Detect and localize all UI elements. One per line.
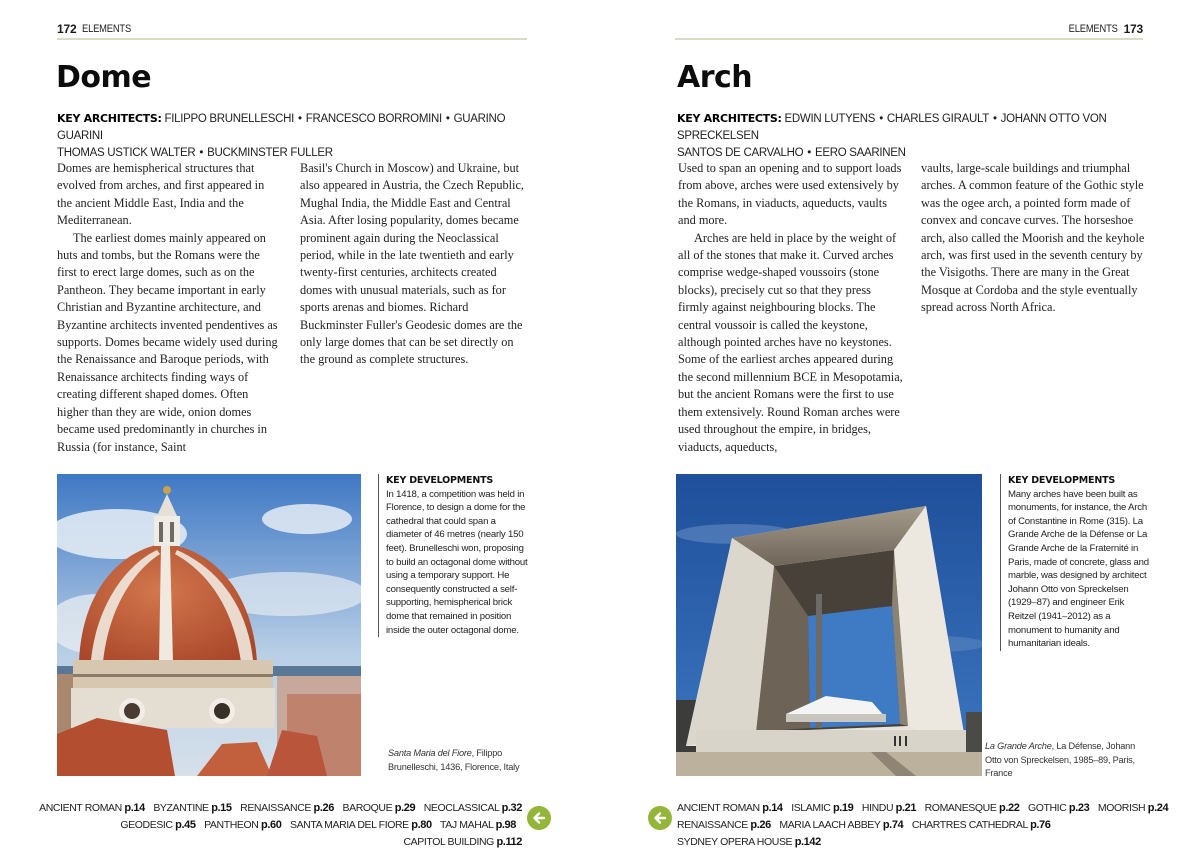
cross-ref-item[interactable] xyxy=(204,819,281,831)
key-developments xyxy=(378,474,528,637)
arrow-left-circle-icon[interactable] xyxy=(648,806,672,830)
key-architects-label: KEY ARCHITECTS: xyxy=(57,112,162,125)
cross-ref-page: p.45 xyxy=(175,819,196,831)
cross-ref-name: SANTA MARIA DEL FIORE xyxy=(289,819,409,831)
cross-ref-item[interactable] xyxy=(120,819,195,831)
photo-caption xyxy=(985,740,1140,781)
cross-ref-item[interactable] xyxy=(779,819,903,831)
cross-ref-name: TAJ MAHAL xyxy=(440,819,494,831)
arrow-left-icon xyxy=(652,810,668,826)
cross-ref-name: GOTHIC xyxy=(1027,802,1067,814)
cross-references xyxy=(0,800,522,851)
running-header xyxy=(57,19,140,39)
cross-ref-page: p.26 xyxy=(750,819,771,831)
cross-ref-name: MARIA LAACH ABBEY xyxy=(779,819,881,831)
cross-ref-page: p.15 xyxy=(211,802,232,814)
cross-ref-page: p.32 xyxy=(501,802,522,814)
architect-name: FILIPPO BRUNELLESCHI xyxy=(164,113,295,125)
page-number: 173 xyxy=(1123,22,1143,36)
cross-ref-page: p.26 xyxy=(313,802,334,814)
photo-caption xyxy=(388,747,543,774)
cross-ref-item[interactable] xyxy=(677,836,821,848)
key-developments-text: In 1418, a competition was held in Florence, to design a dome for the cathedral that could span a diameter of 46 metres (nearly 150 feet). Brunelleschi won, proposing to build an octagonal dome without using a temporary support. He consequently constructed a self-supporting, hemispherical brick dome that remained in position inside the outer octagonal dome. xyxy=(386,488,528,636)
cross-ref-line-1 xyxy=(677,800,1200,817)
cross-references xyxy=(677,800,1200,851)
cross-ref-item[interactable] xyxy=(677,819,771,831)
cross-ref-line-2 xyxy=(0,817,522,851)
cross-ref-name: ROMANESQUE xyxy=(924,802,997,814)
key-developments-text: Many arches have been built as monuments, for instance, the Arch of Constantine in Rome (315). La Grande Arche de la Défense or La Grande Arche de la Fraternité in Paris, made of concrete, glass and marble, was designed by architect Johann Otto von Spreckelsen (1929–87) and engineer Erik Reitzel (1941–2012) as a monument to humanity and humanitarian ideals. xyxy=(1008,488,1149,650)
architect-name: EERO SAARINEN xyxy=(814,147,906,159)
architect-name: GUARINO GUARINI xyxy=(57,113,506,142)
arrow-left-circle-icon[interactable] xyxy=(527,806,551,830)
cross-ref-item[interactable] xyxy=(343,802,416,814)
bullet-separator: • xyxy=(992,113,997,125)
cross-ref-name: SYDNEY OPERA HOUSE xyxy=(677,836,793,848)
header-rule xyxy=(57,38,527,40)
caption-title: La Grande Arche xyxy=(985,741,1052,751)
cross-ref-name: RENAISSANCE xyxy=(677,819,748,831)
body-column-2 xyxy=(300,160,525,369)
cross-ref-item[interactable] xyxy=(440,819,516,831)
cross-ref-item[interactable] xyxy=(1098,802,1168,814)
caption-details: , Filippo Brunelleschi, 1436, Florence, Italy xyxy=(388,748,520,772)
cross-ref-name: CHARTRES CATHEDRAL xyxy=(911,819,1028,831)
body-column-1 xyxy=(57,160,282,456)
section-name: ELEMENTS xyxy=(82,23,132,35)
running-header xyxy=(1060,19,1143,39)
architect-name: JOHANN OTTO VON SPRECKELSEN xyxy=(677,113,1107,142)
page-number: 172 xyxy=(57,22,77,36)
cross-ref-line-1 xyxy=(0,800,522,817)
key-architects-label: KEY ARCHITECTS: xyxy=(677,112,782,125)
body-paragraph: Used to span an opening and to support loads from above, arches were used extensively by the Romans, in viaducts, aqueducts, vaults and more. xyxy=(678,161,902,228)
body-column-2 xyxy=(921,160,1146,317)
arrow-left-icon xyxy=(531,810,547,826)
page-title: Arch xyxy=(677,60,753,95)
cross-ref-item[interactable] xyxy=(240,802,334,814)
right-page xyxy=(600,0,1200,851)
architect-name: CHARLES GIRAULT xyxy=(886,113,989,125)
cross-ref-line-2 xyxy=(677,817,1200,851)
cross-ref-item[interactable] xyxy=(1028,802,1089,814)
cross-ref-page: p.14 xyxy=(762,802,783,814)
cross-ref-name: NEOCLASSICAL xyxy=(423,802,500,814)
cross-ref-item[interactable] xyxy=(912,819,1051,831)
cross-ref-item[interactable] xyxy=(925,802,1020,814)
architect-name: FRANCESCO BORROMINI xyxy=(305,113,442,125)
cross-ref-item[interactable] xyxy=(290,819,432,831)
cross-ref-page: p.29 xyxy=(394,802,416,814)
cross-ref-item[interactable] xyxy=(862,802,916,814)
cross-ref-item[interactable] xyxy=(39,802,145,814)
cross-ref-page: p.74 xyxy=(882,819,904,831)
grande-arche-image xyxy=(676,474,982,776)
body-paragraph: Arches are held in place by the weight of all of the stones that make it. Curved arches comprise wedge-shaped voussoirs (stone blocks), precisely cut so that they press firmly against neighbouring blocks. The central voussoir is called the keystone, although pointed arches have no keystones. Some of the earliest arches appeared during the second millennium BCE in Mesopotamia, but the ancient Romans were the first to use them extensively. Round Roman arches were used throughout the empire, in bridges, viaducts, aqueducts, xyxy=(678,230,903,454)
key-developments-title: KEY DEVELOPMENTS xyxy=(1008,475,1116,486)
body-paragraph: Domes are hemispherical structures that evolved from arches, and first appeared in the ancient Middle East, India and the Mediterranean. xyxy=(57,161,265,228)
key-architects xyxy=(677,110,1147,162)
architect-name: EDWIN LUTYENS xyxy=(784,113,876,125)
cross-ref-name: RENAISSANCE xyxy=(240,802,312,814)
florence-cathedral-dome-image xyxy=(57,474,361,776)
bullet-separator: • xyxy=(879,113,883,125)
cross-ref-item[interactable] xyxy=(677,802,783,814)
cross-ref-page: p.80 xyxy=(411,819,432,831)
cross-ref-name: BYZANTINE xyxy=(153,802,209,814)
architect-name: SANTOS DE CARVALHO xyxy=(677,147,804,159)
cross-ref-name: ANCIENT ROMAN xyxy=(677,802,760,814)
cross-ref-page: p.98 xyxy=(495,819,516,831)
cross-ref-name: PANTHEON xyxy=(204,819,259,831)
cross-ref-item[interactable] xyxy=(791,802,853,814)
cross-ref-item[interactable] xyxy=(424,802,522,814)
key-developments xyxy=(1000,474,1150,651)
cross-ref-name: ANCIENT ROMAN xyxy=(39,802,122,814)
cross-ref-page: p.76 xyxy=(1030,819,1051,831)
bullet-separator: • xyxy=(298,113,302,125)
architect-name: THOMAS USTICK WALTER xyxy=(57,147,196,159)
body-paragraph: Basil's Church in Moscow) and Ukraine, but also appeared in Austria, the Czech Republic, Mughal India, the Middle East and Central Asia. After losing popularity, domes became prominent again during the Neoclassical period, while in the late twentieth and early twenty-first centuries, architects created domes with unusual materials, such as for sports arenas and biomes. Richard Buckminster Fuller's Geodesic domes are the only large domes that can be set directly on the ground as complete structures. xyxy=(300,161,525,367)
cross-ref-name: BAROQUE xyxy=(342,802,393,814)
cross-ref-name: ISLAMIC xyxy=(791,802,831,814)
page-title: Dome xyxy=(56,60,152,95)
cross-ref-name: HINDU xyxy=(861,802,894,814)
cross-ref-item[interactable] xyxy=(153,802,231,814)
cross-ref-page: p.60 xyxy=(261,819,282,831)
body-paragraph: vaults, large-scale buildings and triumphal arches. A common feature of the Gothic style was the ogee arch, a pointed form made of convex and concave curves. The horseshoe arch, also called the Moorish and the keyhole arch, was first used in the seventh century by the Visigoths. There are many in the Great Mosque at Cordoba and the style eventually spread across North Africa. xyxy=(921,161,1145,315)
dome-photo xyxy=(57,474,361,776)
body-paragraph: The earliest domes mainly appeared on huts and tombs, but the Romans were the first to erect large domes, such as on the Pantheon. They became important in early Christian and Byzantine architecture, and Byzantine architects invented pendentives as supports. Domes became widely used during the Renaissance and Baroque periods, with Renaissance architects finding ways of creating different shaped domes. Often higher than they are wide, onion domes became used predominantly in churches in Russia (for instance, Saint xyxy=(57,230,278,454)
key-architects xyxy=(57,110,527,162)
section-name: ELEMENTS xyxy=(1068,23,1118,35)
header-rule xyxy=(675,38,1143,40)
caption-details: , La Défense, Johann Otto von Spreckelsen, 1985–89, Paris, France xyxy=(985,741,1135,778)
cross-ref-name: CAPITOL BUILDING xyxy=(403,836,494,848)
cross-ref-page: p.112 xyxy=(496,836,522,848)
cross-ref-name: GEODESIC xyxy=(120,819,173,831)
bullet-separator: • xyxy=(445,113,450,125)
cross-ref-page: p.14 xyxy=(124,802,145,814)
arch-photo xyxy=(676,474,982,776)
key-developments-title: KEY DEVELOPMENTS xyxy=(386,475,494,486)
body-column-1 xyxy=(678,160,903,456)
caption-title: Santa Maria del Fiore xyxy=(388,748,472,758)
cross-ref-name: MOORISH xyxy=(1097,802,1146,814)
cross-ref-page: p.23 xyxy=(1068,802,1090,814)
cross-ref-page: p.142 xyxy=(794,836,821,848)
bullet-separator: • xyxy=(807,147,811,159)
cross-ref-item[interactable] xyxy=(403,836,522,848)
bullet-separator: • xyxy=(199,147,204,159)
cross-ref-page: p.21 xyxy=(895,802,917,814)
cross-ref-page: p.22 xyxy=(999,802,1020,814)
cross-ref-page: p.24 xyxy=(1147,802,1169,814)
cross-ref-page: p.19 xyxy=(832,802,854,814)
architect-name: BUCKMINSTER FULLER xyxy=(207,147,333,159)
